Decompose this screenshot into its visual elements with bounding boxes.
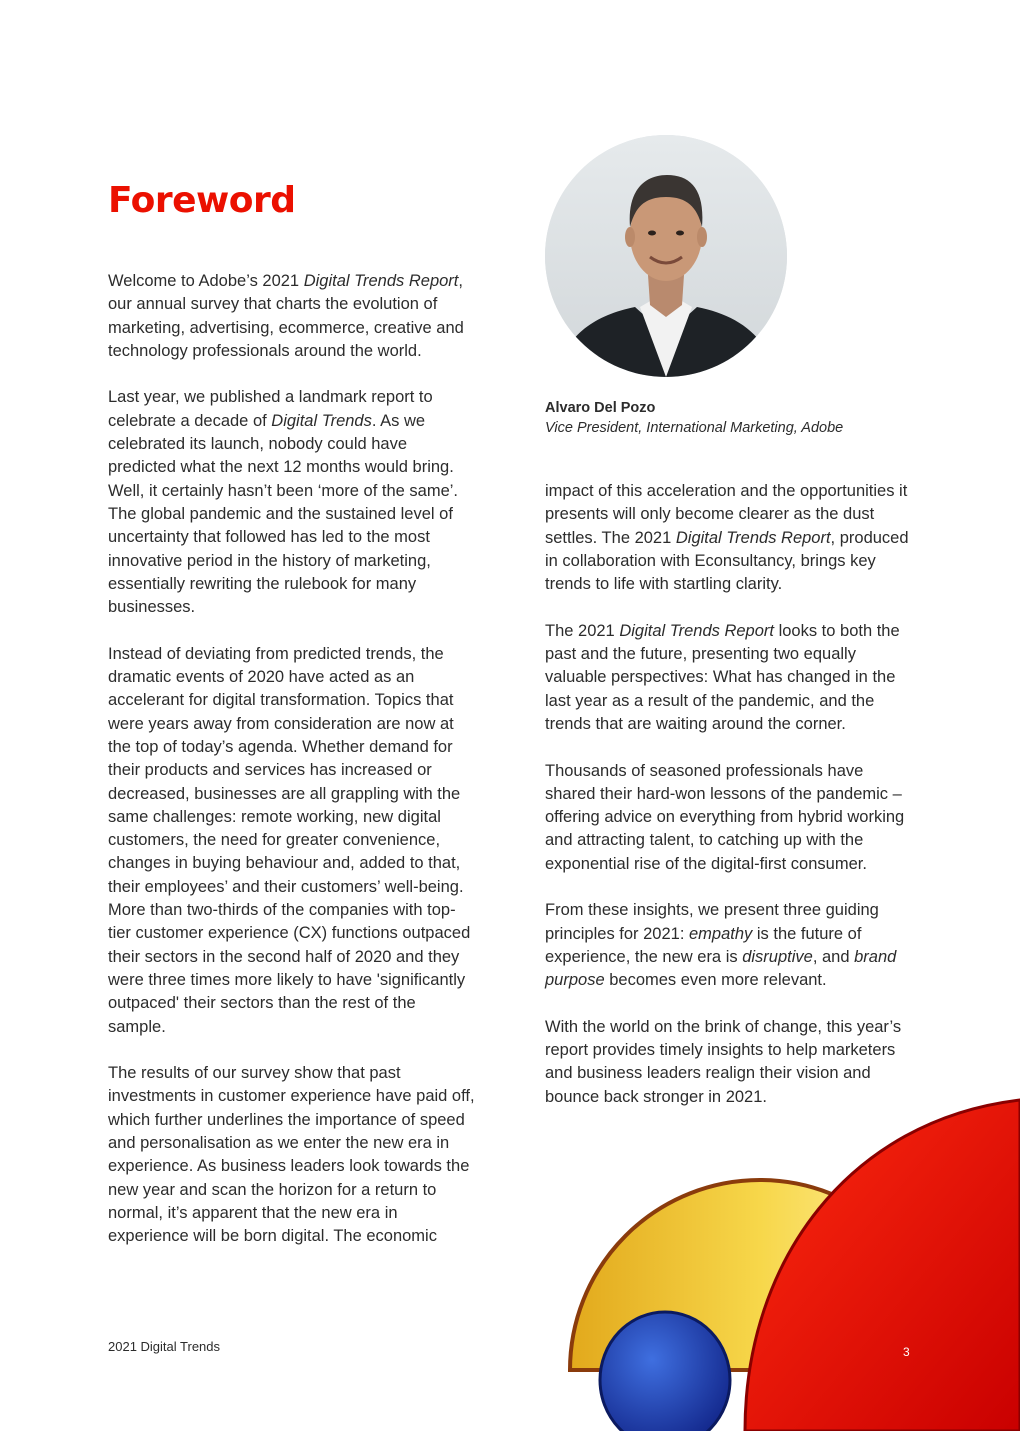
- paragraph: Instead of deviating from predicted trends, the dramatic events of 2020 have acted as an accelerant for digital transformation. Topics that were years away from consideration are now at the top of today’s agenda. Whether demand for their products and services has increased or decreased, businesses are all grappling with the same challenges: remote working, new digital customers, the need for greater convenience, changes in buying behaviour and, added to that, their employees’ and their customers’ well-being. More than two-thirds of the companies with top-tier customer experience (CX) functions outpaced their sectors in the second half of 2020 and they were three times more likely to have 'significantly outpaced' their sectors than the rest of the sample.: [108, 644, 471, 1036]
- decorative-shapes: [540, 1080, 1020, 1431]
- author-caption: [545, 398, 843, 438]
- paragraph: Last year, we published a landmark report to celebrate a decade of Digital Trends. As we celebrated its launch, nobody could have predicted what the next 12 months would bring. Well, it certainly hasn’t been ‘more of the same’. The global pandemic and the sustained level of uncertainty that followed has led to the most innovative period in the history of marketing, essentially rewriting the rulebook for many businesses.: [108, 388, 459, 617]
- blue-circle: [600, 1312, 730, 1431]
- paragraph: From these insights, we present three guiding principles for 2021: empathy is the future of experience, the new era is disruptive, and brand purpose becomes even more relevant.: [545, 901, 897, 990]
- paragraph: The 2021 Digital Trends Report looks to both the past and the future, presenting two equally valuable perspectives: What has changed in the last year as a result of the pandemic, and the trends that are waiting around the corner.: [545, 621, 900, 733]
- portrait-illustration: [545, 135, 787, 377]
- paragraph: With the world on the brink of change, this year’s report provides timely insights to help marketers and business leaders realign their vision and bounce back stronger in 2021.: [545, 1017, 902, 1106]
- author-role: Vice President, International Marketing, Adobe: [545, 420, 844, 436]
- page-number: 3: [903, 1345, 910, 1359]
- paragraph: Welcome to Adobe’s 2021 Digital Trends Report, our annual survey that charts the evolution of marketing, advertising, ecommerce, creative and technology professionals around the world.: [108, 272, 464, 360]
- author-name: Alvaro Del Pozo: [545, 400, 656, 416]
- body-column-left: [108, 270, 478, 1272]
- red-shape: [745, 1100, 1020, 1431]
- author-portrait: [545, 135, 787, 377]
- paragraph: The results of our survey show that past investments in customer experience have paid off, which further underlines the importance of speed and personalisation as we enter the new era in experience. As business leaders look towards the new year and scan the horizon for a return to normal, it’s apparent that the new era in experience will be born digital. The economic: [108, 1064, 475, 1246]
- paragraph: impact of this acceleration and the opportunities it presents will only become clearer as the dust settles. The 2021 Digital Trends Report, produced in collaboration with Econsultancy, brings key trends to life with startling clarity.: [545, 482, 909, 594]
- footer-report-name: 2021 Digital Trends: [108, 1339, 221, 1354]
- paragraph: Thousands of seasoned professionals have shared their hard-won lessons of the pandemic – offering advice on everything from hybrid working and attracting talent, to catching up with the exponential rise of the digital-first consumer.: [545, 761, 905, 873]
- page-title: Foreword: [108, 180, 296, 221]
- body-column-right: [545, 480, 915, 1132]
